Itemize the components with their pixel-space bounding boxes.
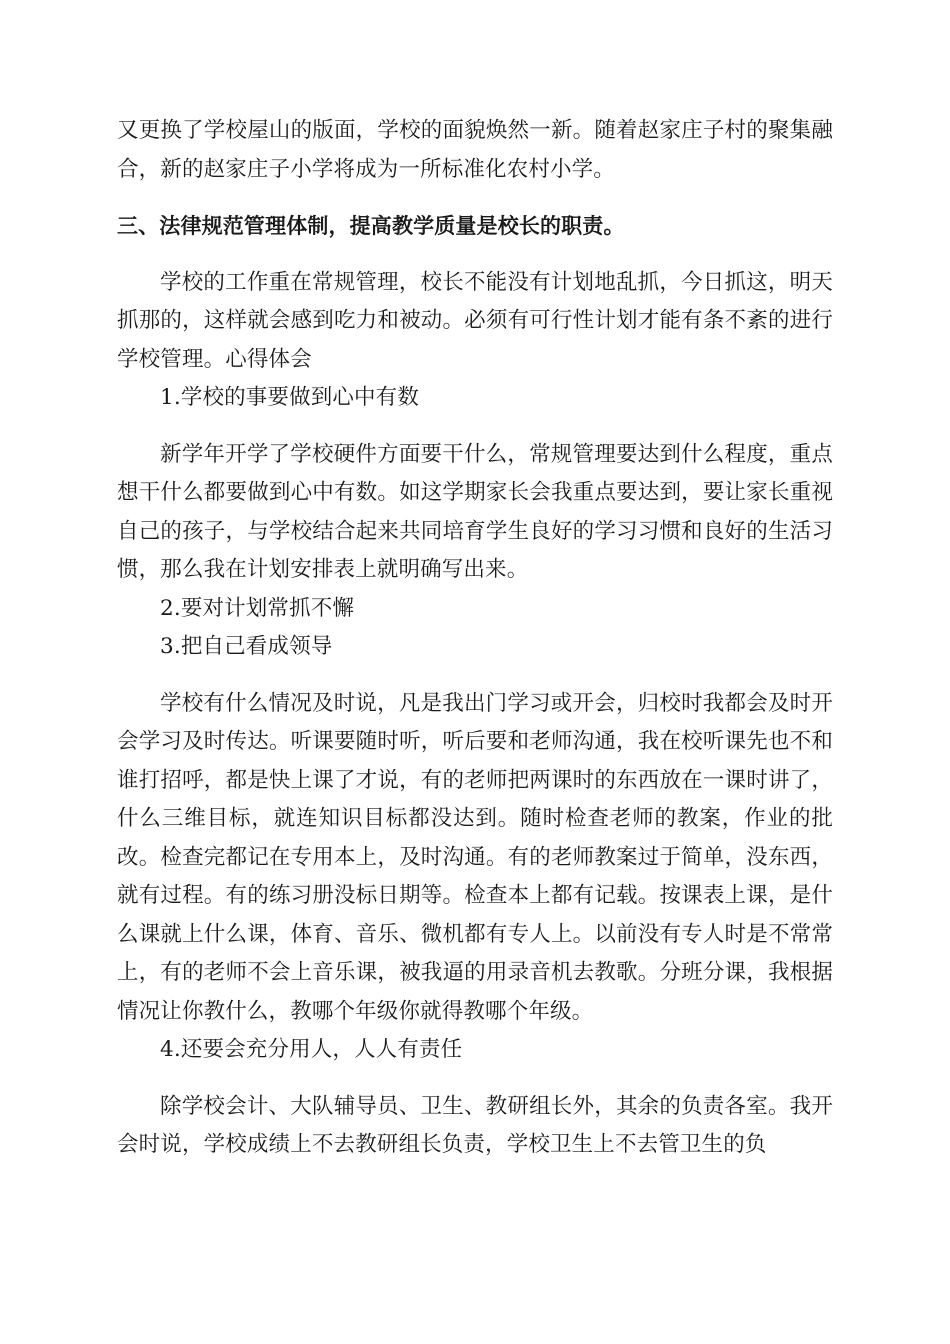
- paragraph-intro: 又更换了学校屋山的版面，学校的面貌焕然一新。随着赵家庄子村的聚集融合，新的赵家庄子小学将成为一所标准化农村小学。: [117, 118, 833, 182]
- paragraph-leadership: 学校有什么情况及时说，凡是我出门学习或开会，归校时我都会及时开会学习及时传达。听课要随时听，听后要和老师沟通，我在校听课先也不和谁打招呼，都是快上课了才说，有的老师把两课时的东西放在一课时讲了，什么三维目标，就连知识目标都没达到。随时检查老师的教案，作业的批改。检查完都记在专用本上，及时沟通。有的老师教案过于简单，没东西，就有过程。有的练习册没标日期等。检查本上都有记载。按课表上课，是什么课就上什么课，体育、音乐、微机都有专人上。以前没有专人时是不常常上，有的老师不会上音乐课，被我逼的用录音机去教歌。分班分课，我根据情况让你教什么，教哪个年级你就得教哪个年级。: [117, 690, 833, 1024]
- list-item-4: 4.还要会充分用人，人人有责任: [160, 1037, 463, 1062]
- list-item-2: 2.要对计划常抓不懈: [160, 595, 355, 621]
- list-item-1: 1.学校的事要做到心中有数: [160, 385, 419, 410]
- paragraph-responsibility: 除学校会计、大队辅导员、卫生、教研组长外，其余的负责各室。我开会时说，学校成绩上不去教研组长负责，学校卫生上不去管卫生的负: [117, 1093, 833, 1157]
- section-heading-3: 三、法律规范管理体制，提高教学质量是校长的职责。: [117, 214, 625, 238]
- document-page: [117, 112, 833, 1165]
- paragraph-plan-details: 新学年开学了学校硬件方面要干什么，常规管理要达到什么程度，重点想干什么都要做到心中有数。如这学期家长会我重点要达到，要让家长重视自己的孩子，与学校结合起来共同培育学生良好的学习习惯和良好的生活习惯，那么我在计划安排表上就明确写出来。: [117, 441, 833, 582]
- list-item-3: 3.把自己看成领导: [160, 634, 333, 659]
- paragraph-planning: 学校的工作重在常规管理，校长不能没有计划地乱抓，今日抓这，明天抓那的，这样就会感到吃力和被动。必须有可行性计划才能有条不紊的进行学校管理。心得体会: [117, 269, 833, 372]
